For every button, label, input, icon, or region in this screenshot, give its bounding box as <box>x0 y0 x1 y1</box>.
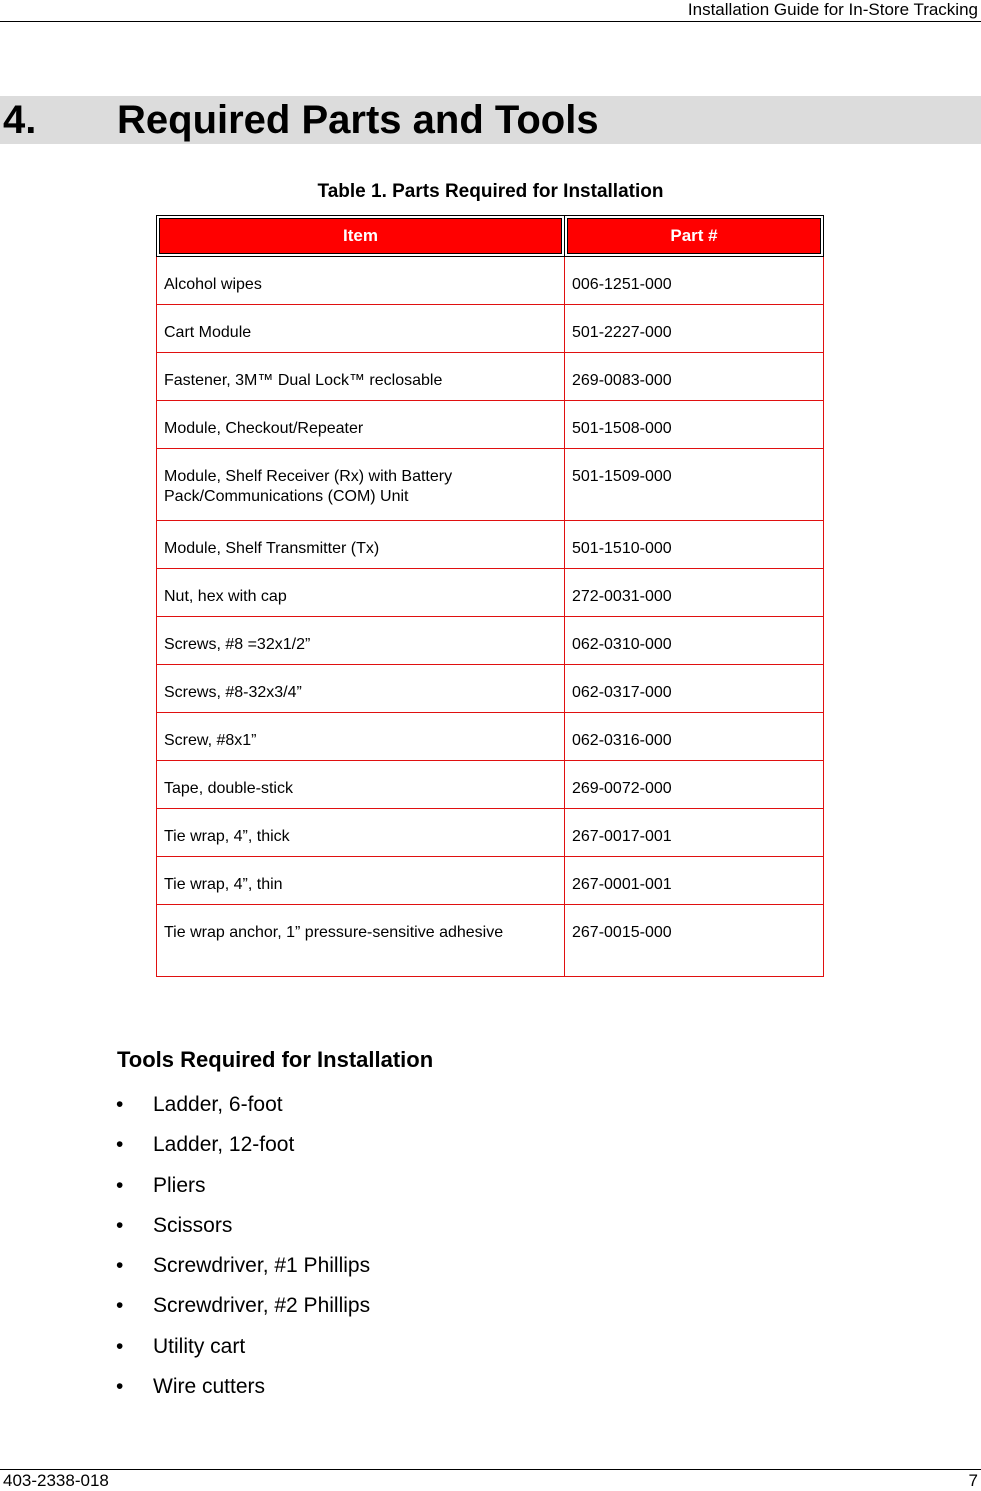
item-cell: Fastener, 3M™ Dual Lock™ reclosable <box>157 353 565 401</box>
section-number: 4. <box>3 98 37 142</box>
bullet-icon: • <box>116 1133 124 1157</box>
item-cell: Screws, #8 =32x1/2” <box>157 617 565 665</box>
table-row <box>157 401 824 449</box>
table-row <box>157 257 824 305</box>
table-row <box>157 665 824 713</box>
part-number-cell: 501-1509-000 <box>565 449 824 521</box>
part-number-cell: 501-1508-000 <box>565 401 824 449</box>
tools-heading: Tools Required for Installation <box>117 1047 434 1072</box>
item-cell: Cart Module <box>157 305 565 353</box>
table-row <box>157 353 824 401</box>
table-row <box>157 569 824 617</box>
table-header-row <box>157 216 824 257</box>
part-number-cell: 267-0015-000 <box>565 905 824 977</box>
part-number-cell: 006-1251-000 <box>565 257 824 305</box>
part-number-cell: 267-0017-001 <box>565 809 824 857</box>
table-row <box>157 809 824 857</box>
list-item-label: Wire cutters <box>153 1375 266 1399</box>
list-item-label: Scissors <box>153 1213 233 1237</box>
table-caption: Table 1. Parts Required for Installation <box>317 181 664 202</box>
table-row <box>157 305 824 353</box>
table-row <box>157 449 824 521</box>
column-header-item: Item <box>157 216 565 257</box>
item-cell: Screws, #8-32x3/4” <box>157 665 565 713</box>
bullet-icon: • <box>116 1294 124 1318</box>
part-number-cell: 267-0001-001 <box>565 857 824 905</box>
item-cell: Tie wrap anchor, 1” pressure-sensitive adhesive <box>157 905 565 977</box>
table-row <box>157 521 824 569</box>
part-number-cell: 062-0310-000 <box>565 617 824 665</box>
page-number: 7 <box>968 1471 978 1490</box>
list-item-label: Ladder, 12-foot <box>153 1133 295 1157</box>
part-number-cell: 269-0072-000 <box>565 761 824 809</box>
list-item-label: Screwdriver, #1 Phillips <box>153 1254 371 1278</box>
item-cell: Module, Checkout/Repeater <box>157 401 565 449</box>
table-row <box>157 905 824 977</box>
item-cell: Screw, #8x1” <box>157 713 565 761</box>
item-cell: Tie wrap, 4”, thin <box>157 857 565 905</box>
bullet-icon: • <box>116 1173 124 1197</box>
list-item-label: Pliers <box>153 1173 206 1197</box>
part-number-cell: 272-0031-000 <box>565 569 824 617</box>
item-cell: Module, Shelf Receiver (Rx) with Battery Pack/Communications (COM) Unit <box>157 449 565 521</box>
document-number: 403-2338-018 <box>3 1471 109 1490</box>
item-cell: Tape, double-stick <box>157 761 565 809</box>
bullet-icon: • <box>116 1334 124 1358</box>
list-item-label: Screwdriver, #2 Phillips <box>153 1294 371 1318</box>
item-cell: Tie wrap, 4”, thick <box>157 809 565 857</box>
part-number-cell: 501-1510-000 <box>565 521 824 569</box>
list-item-label: Ladder, 6-foot <box>153 1093 283 1116</box>
item-cell: Nut, hex with cap <box>157 569 565 617</box>
table-row <box>157 617 824 665</box>
part-number-cell: 062-0317-000 <box>565 665 824 713</box>
item-cell: Module, Shelf Transmitter (Tx) <box>157 521 565 569</box>
running-header: Installation Guide for In-Store Tracking <box>0 0 981 22</box>
part-number-cell: 062-0316-000 <box>565 713 824 761</box>
section-title: Required Parts and Tools <box>117 98 599 142</box>
bullet-icon: • <box>116 1213 124 1237</box>
running-footer <box>0 1469 981 1491</box>
list-item-label: Utility cart <box>153 1334 246 1358</box>
table-row <box>157 761 824 809</box>
column-header-part-number: Part # <box>565 216 824 257</box>
part-number-cell: 501-2227-000 <box>565 305 824 353</box>
bullet-icon: • <box>116 1254 124 1278</box>
bullet-icon: • <box>116 1375 124 1399</box>
section-heading <box>0 96 981 144</box>
parts-table <box>156 215 824 977</box>
item-cell: Alcohol wipes <box>157 257 565 305</box>
part-number-cell: 269-0083-000 <box>565 353 824 401</box>
table-row <box>157 857 824 905</box>
table-row <box>157 713 824 761</box>
bullet-icon: • <box>116 1093 124 1116</box>
